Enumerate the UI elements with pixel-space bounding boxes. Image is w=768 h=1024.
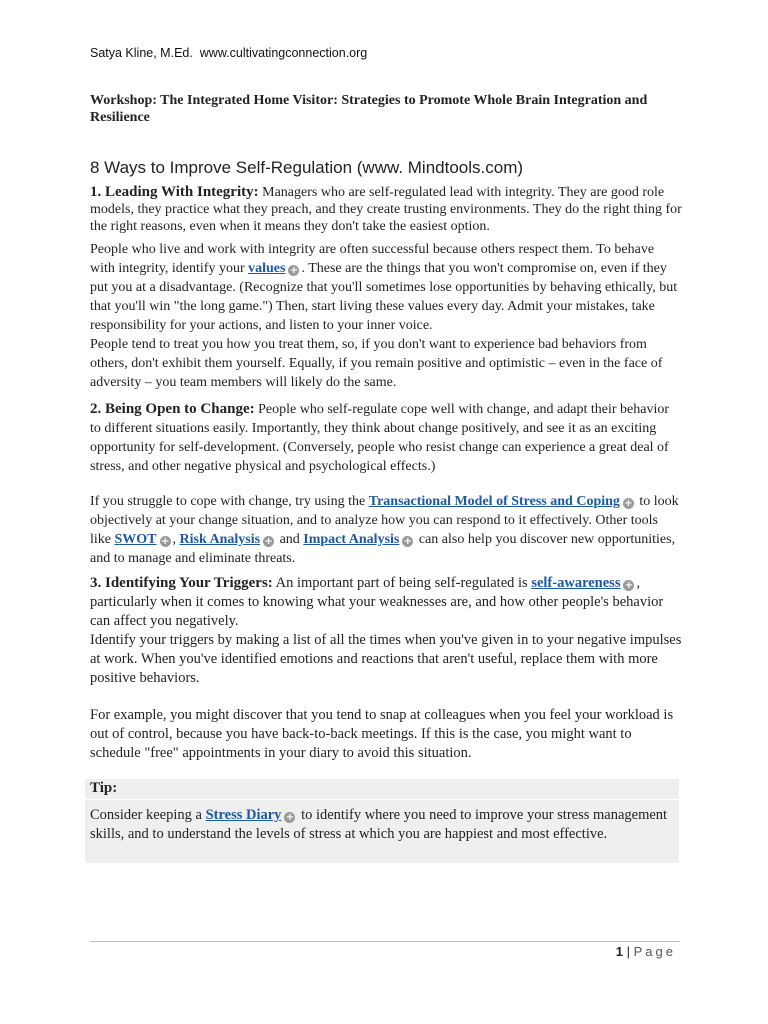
tip-label: Tip: [90, 780, 118, 796]
section-title: 8 Ways to Improve Self-Regulation (www. Mindtools.com) [90, 158, 524, 177]
text-treat-others: People tend to treat you how you treat them, so, if you don't want to experience bad behaviors from others, don't exhibit them yourself. Equally, if you remain positive and optimistic – even in the face of adversity – you team members will likely do the same. [90, 337, 663, 390]
lead-change: 2. Being Open to Change: [90, 401, 255, 417]
expand-icon[interactable]: + [624, 498, 633, 509]
workshop-title: Workshop: The Integrated Home Visitor: Strategies to Promote Whole Brain Integration and Resilience [90, 93, 648, 125]
text-and: and [279, 532, 300, 547]
text-values-after: . These are the things that you won't compromise on, even if they put you at a disadvantage. (Recognize that you'll sometimes lose opportunities by behaving ethically, but that you'll win "the long game.") Then, start living these values every day. Admit your mistakes, take responsibility for your actions, and listen to your inner voice. [90, 261, 678, 333]
paragraph-example [90, 706, 682, 763]
lead-triggers: 3. Identifying Your Triggers: [90, 575, 273, 591]
text-comma: , [172, 532, 177, 547]
text-example: For example, you might discover that you tend to snap at colleagues when you feel your workload is out of control, because you have back-to-back meetings. If this is the case, you might want to schedule "free" appointments in your diary to avoid this situation. [90, 707, 674, 761]
expand-icon[interactable]: + [624, 580, 634, 591]
page-number: 1 [615, 944, 623, 959]
link-stress-diary[interactable]: Stress Diary [205, 807, 282, 823]
link-impact-analysis[interactable]: Impact Analysis [303, 532, 400, 547]
tip-text [90, 806, 682, 844]
text-identify-triggers: Identify your triggers by making a list of all the times when you've given in to your negative impulses at work. When you've identified emotions and reactions that aren't useful, replace them with more positive behaviors. [90, 632, 682, 686]
expand-icon[interactable]: + [160, 536, 170, 547]
paragraph-triggers [90, 574, 682, 688]
tip-divider [85, 799, 679, 800]
expand-icon[interactable]: + [264, 536, 273, 547]
website-url[interactable]: www.cultivatingconnection.org [199, 46, 368, 60]
tip-text-after: to identify where you need to improve your stress management skills, and to understand the levels of stress at which you are happiest and most effective. [90, 807, 668, 842]
text-triggers-before: An important part of being self-regulated is [275, 575, 528, 591]
page-word: Page [633, 944, 676, 959]
author-name: Satya Kline, M.Ed. [90, 46, 193, 60]
expand-icon[interactable]: + [403, 536, 413, 547]
paragraph-change [90, 400, 682, 476]
text-tools-before: If you struggle to cope with change, try using the [90, 494, 366, 509]
text-tools-after: can also help you discover new opportunities, and to manage and eliminate threats. [90, 532, 676, 566]
link-swot[interactable]: SWOT [114, 532, 157, 547]
link-values[interactable]: values [248, 261, 286, 276]
footer-separator: | [626, 944, 630, 959]
text-change: People who self-regulate cope well with change, and adapt their behavior to different situations easily. Importantly, they think about change positively, and see it as an exciting opportunity for self-development. (Conversely, people who resist change can experience a great deal of stress, and other negative physical and psychological effects.) [90, 402, 670, 474]
footer-rule [90, 941, 680, 942]
paragraph-tools [90, 492, 682, 568]
expand-icon[interactable]: + [285, 812, 295, 823]
text-tools-mid: to look objectively at your change situation, and to analyze how you can respond to it effectively. Other tools like [90, 494, 679, 547]
paragraph-values [90, 240, 682, 392]
expand-icon[interactable]: + [289, 265, 299, 276]
link-risk-analysis[interactable]: Risk Analysis [179, 532, 261, 547]
tip-text-before: Consider keeping a [90, 807, 202, 823]
header-line [90, 46, 367, 60]
link-self-awareness[interactable]: self-awareness [531, 575, 621, 591]
page-footer [616, 944, 676, 959]
text-values-before: People who live and work with integrity are often successful because others respect them. To behave with integrity, identify your [90, 242, 655, 276]
paragraph-integrity [90, 184, 682, 235]
text-integrity: Managers who are self-regulated lead with integrity. They are good role models, they practice what they preach, and they create trusting environments. They do the right thing for the right reasons, even when it means they don't take the easiest option. [90, 185, 682, 234]
link-transactional-model[interactable]: Transactional Model of Stress and Coping [368, 494, 620, 509]
lead-integrity: 1. Leading With Integrity: [90, 184, 259, 200]
text-triggers-after: , particularly when it comes to knowing what your weaknesses are, and how other people's behavior can affect you negatively. [90, 575, 664, 629]
